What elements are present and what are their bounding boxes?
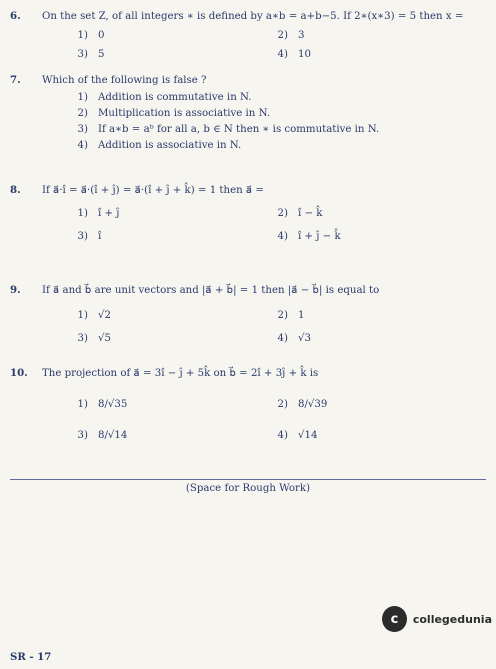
option-text: Addition is commutative in N. [98, 92, 252, 103]
option-text: 0 [98, 30, 105, 41]
option-4 [270, 429, 450, 442]
question-10 [10, 367, 488, 442]
option-number: 4) [77, 140, 88, 151]
question-9 [10, 284, 488, 345]
option-text: √5 [98, 333, 111, 344]
option-number: 4) [277, 430, 288, 441]
options [70, 207, 488, 243]
option-2 [270, 398, 450, 411]
option-2 [270, 207, 450, 220]
option-text: 8/√39 [298, 399, 328, 410]
option-3 [70, 332, 270, 345]
option-1 [70, 207, 270, 220]
option-number: 1) [77, 310, 88, 321]
option-4 [270, 230, 450, 243]
options [70, 29, 488, 61]
option-text: Multiplication is associative in N. [98, 108, 271, 119]
option-text: 10 [298, 49, 311, 60]
option-3 [70, 48, 270, 61]
option-4 [270, 332, 450, 345]
question-text: The projection of a⃗ = 3î − ĵ + 5k̂ on b⃗ = 2î + 3ĵ + k̂ is [42, 368, 319, 379]
option-text: Addition is associative in N. [98, 140, 242, 151]
option-2 [270, 309, 450, 322]
option-1 [70, 398, 270, 411]
option-3 [70, 429, 270, 442]
option-number: 3) [77, 49, 88, 60]
option-text: î [98, 231, 102, 242]
brand-name: collegedunia [412, 612, 492, 626]
option-3 [70, 230, 270, 243]
option-number: 1) [77, 92, 88, 103]
question-number: 10. [10, 367, 28, 379]
question-7 [10, 74, 488, 155]
option-1 [70, 91, 488, 104]
option-1 [70, 29, 270, 42]
page-code: SR - 17 [10, 651, 52, 663]
question-number: 6. [10, 10, 21, 22]
option-number: 3) [77, 231, 88, 242]
option-number: 3) [77, 430, 88, 441]
question-text: Which of the following is false ? [42, 75, 207, 86]
question-6 [10, 10, 488, 61]
question-text: If a⃗ and b⃗ are unit vectors and |a⃗ + b⃗| = 1 then |a⃗ − b⃗| is equal to [42, 285, 380, 296]
question-number: 8. [10, 184, 21, 196]
option-2 [70, 107, 488, 120]
option-text: 8/√14 [98, 430, 128, 441]
option-number: 4) [277, 333, 288, 344]
question-8 [10, 184, 488, 243]
question-number: 9. [10, 284, 21, 296]
brand-logo-icon: c [382, 606, 407, 632]
option-text: î − k̂ [298, 208, 323, 219]
option-text: √2 [98, 310, 111, 321]
option-text: 8/√35 [98, 399, 128, 410]
option-number: 1) [77, 208, 88, 219]
option-text: √3 [298, 333, 311, 344]
option-number: 2) [277, 30, 288, 41]
option-text: 5 [98, 49, 105, 60]
option-number: 1) [77, 399, 88, 410]
option-number: 1) [77, 30, 88, 41]
option-number: 2) [277, 310, 288, 321]
option-number: 2) [277, 399, 288, 410]
option-number: 4) [277, 49, 288, 60]
option-text: î + ĵ [98, 208, 120, 219]
rough-work-label: (Space for Rough Work) [185, 483, 311, 494]
option-number: 2) [77, 108, 88, 119]
option-number: 4) [277, 231, 288, 242]
options [70, 91, 488, 152]
question-number: 7. [10, 74, 21, 86]
option-text: If a∗b = aᵇ for all a, b ∈ N then ∗ is commutative in N. [98, 124, 380, 135]
option-3 [70, 123, 488, 136]
question-text: On the set Z, of all integers ∗ is defined by a∗b = a+b−5. If 2∗(x∗3) = 5 then x = [42, 11, 464, 22]
option-4 [70, 139, 488, 152]
option-text: î + ĵ − k̂ [298, 231, 341, 242]
option-number: 3) [77, 333, 88, 344]
question-text: If a⃗·î = a⃗·(î + ĵ) = a⃗·(î + ĵ + k̂) = 1 then a⃗ = [42, 185, 264, 196]
brand [382, 605, 492, 633]
option-1 [70, 309, 270, 322]
option-text: √14 [298, 430, 318, 441]
divider [10, 479, 486, 480]
option-2 [270, 29, 450, 42]
option-text: 3 [298, 30, 305, 41]
options [70, 309, 488, 345]
option-number: 3) [77, 124, 88, 135]
option-number: 2) [277, 208, 288, 219]
options [70, 398, 488, 442]
option-text: 1 [298, 310, 305, 321]
option-4 [270, 48, 450, 61]
